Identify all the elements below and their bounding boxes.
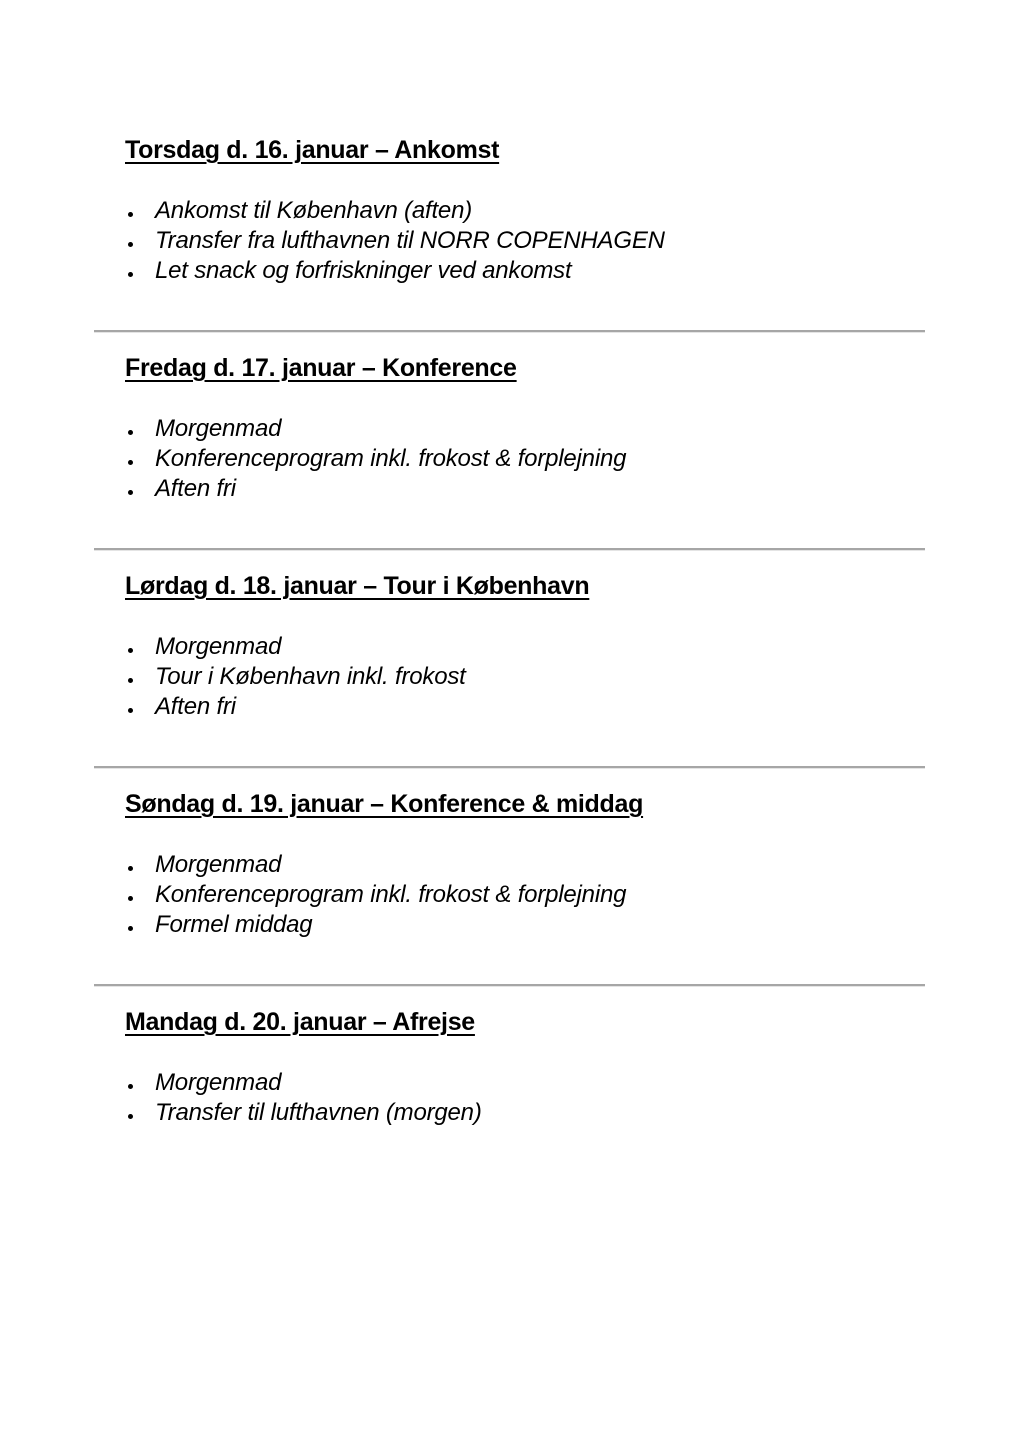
itinerary-list [125, 196, 925, 286]
itinerary-item: Aften fri [125, 474, 925, 504]
itinerary-item: Let snack og forfriskninger ved ankomst [125, 256, 925, 286]
itinerary-item: Morgenmad [125, 1068, 925, 1098]
day-heading: Lørdag d. 18. januar – Tour i København [125, 572, 590, 600]
day-section-thursday [125, 135, 925, 332]
itinerary-list [125, 414, 925, 504]
itinerary-item: Formel middag [125, 910, 925, 940]
itinerary-list [125, 850, 925, 940]
itinerary-item: Konferenceprogram inkl. frokost & forplejning [125, 444, 925, 474]
itinerary-item: Konferenceprogram inkl. frokost & forplejning [125, 880, 925, 910]
section-divider [94, 330, 925, 332]
itinerary-item: Tour i København inkl. frokost [125, 662, 925, 692]
day-heading: Fredag d. 17. januar – Konference [125, 354, 517, 382]
itinerary-item: Morgenmad [125, 850, 925, 880]
day-section-monday [125, 1007, 925, 1128]
day-heading: Søndag d. 19. januar – Konference & middag [125, 790, 644, 818]
day-heading: Mandag d. 20. januar – Afrejse [125, 1008, 475, 1036]
itinerary-item: Transfer til lufthavnen (morgen) [125, 1098, 925, 1128]
section-divider [94, 766, 925, 768]
day-heading: Torsdag d. 16. januar – Ankomst [125, 136, 500, 164]
itinerary-list [125, 1068, 925, 1128]
day-section-friday [125, 353, 925, 550]
section-divider [94, 548, 925, 550]
itinerary-item: Aften fri [125, 692, 925, 722]
itinerary-item: Morgenmad [125, 414, 925, 444]
day-section-saturday [125, 571, 925, 768]
itinerary-item: Ankomst til København (aften) [125, 196, 925, 226]
itinerary-item: Morgenmad [125, 632, 925, 662]
itinerary-list [125, 632, 925, 722]
day-section-sunday [125, 789, 925, 986]
itinerary-item: Transfer fra lufthavnen til NORR COPENHAGEN [125, 226, 925, 256]
section-divider [94, 984, 925, 986]
